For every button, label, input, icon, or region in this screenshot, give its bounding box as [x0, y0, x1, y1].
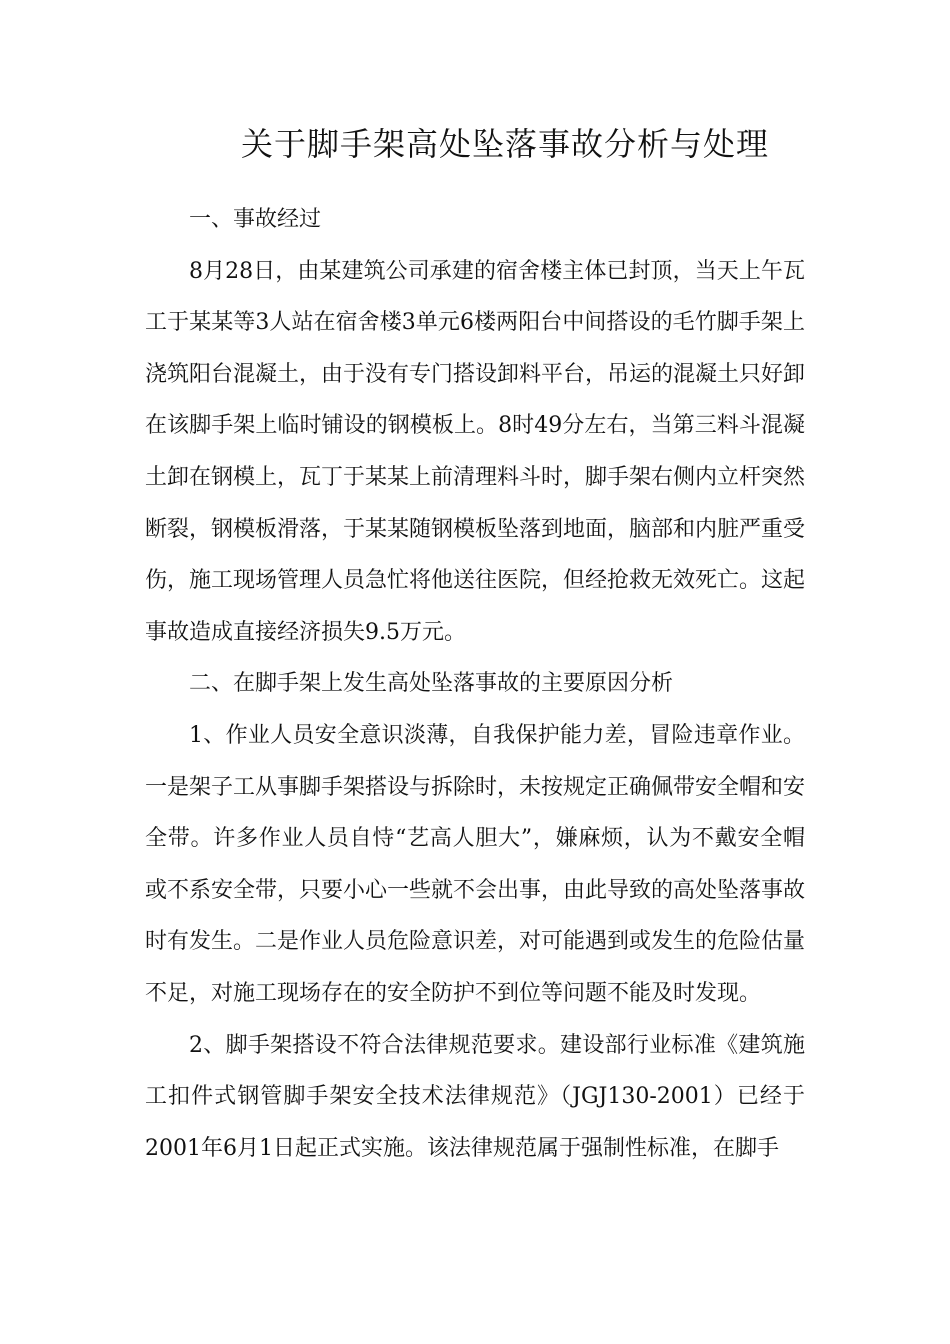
document-body	[145, 194, 805, 1174]
paragraph-cause-2: 2、脚手架搭设不符合法律规范要求。建设部行业标准《建筑施工扣件式钢管脚手架安全技术法律规范》（JGJ130-2001）已经于2001年6月1日起正式实施。该法律规范属于强制性标准，在脚手	[145, 1032, 805, 1161]
section-heading-cause-analysis: 二、在脚手架上发生高处坠落事故的主要原因分析	[189, 671, 674, 697]
paragraph-accident-description: 8月28日，由某建筑公司承建的宿舍楼主体已封顶，当天上午瓦工于某某等3人站在宿舍楼3单元6楼两阳台中间搭设的毛竹脚手架上浇筑阳台混凝土，由于没有专门搭设卸料平台，吊运的混凝土只好卸在该脚手架上临时铺设的钢模板上。8时49分左右，当第三料斗混凝土卸在钢模上，瓦丁于某某上前清理料斗时，脚手架右侧内立杆突然断裂，钢模板滑落，于某某随钢模板坠落到地面，脑部和内脏严重受伤，施工现场管理人员急忙将他送往医院，但经抢救无效死亡。这起事故造成直接经济损失9.5万元。	[145, 258, 806, 645]
paragraph-cause-1: 1、作业人员安全意识淡薄，自我保护能力差，冒险违章作业。一是架子工从事脚手架搭设与拆除时，未按规定正确佩带安全帽和安全带。许多作业人员自恃“艺高人胆大”，嫌麻烦，认为不戴安全帽或不系安全带，只要小心一些就不会出事，由此导致的高处坠落事故时有发生。二是作业人员危险意识差，对可能遇到或发生的危险估量不足，对施工现场存在的安全防护不到位等问题不能及时发现。	[145, 722, 806, 1006]
section-heading-accident-process: 一、事故经过	[189, 207, 322, 232]
document-title: 关于脚手架高处坠落事故分析与处理	[240, 125, 769, 163]
